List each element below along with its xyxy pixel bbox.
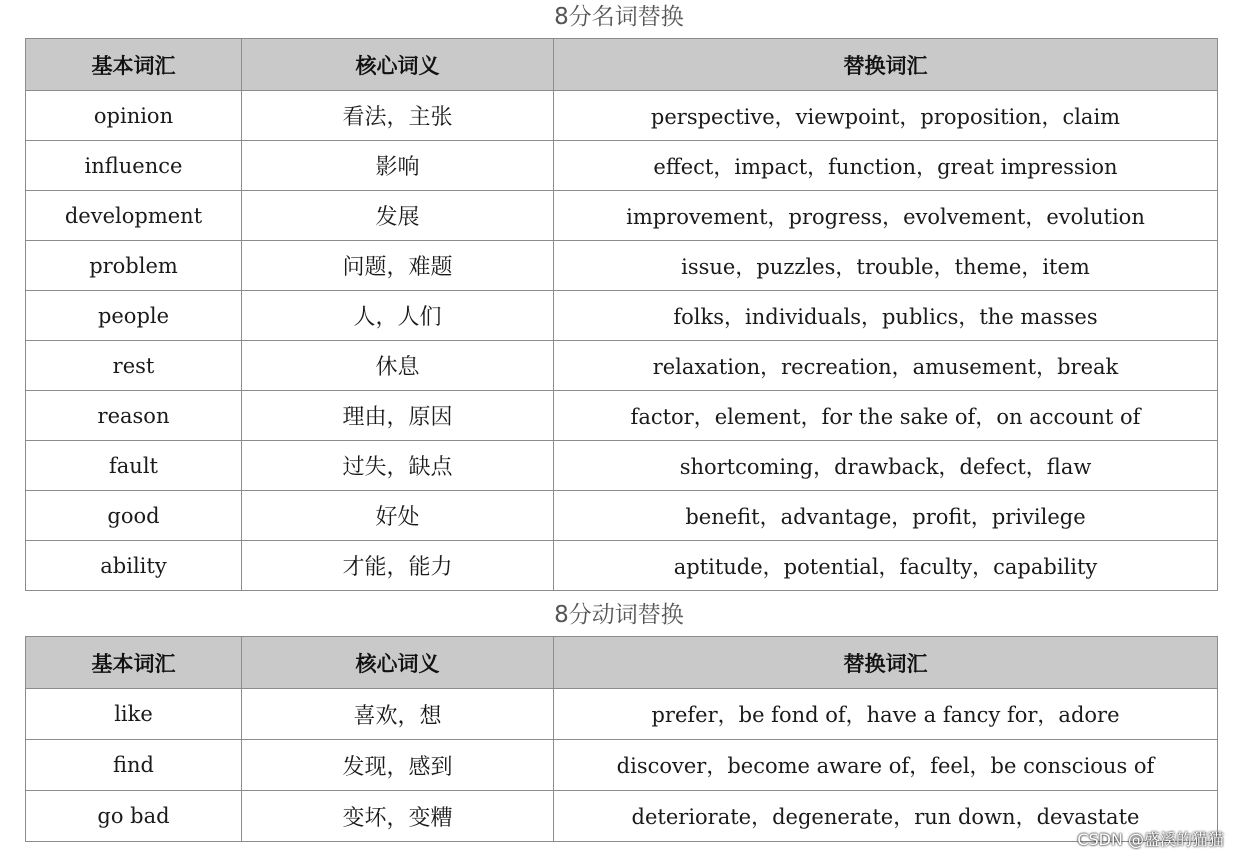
base-word-cell: opinion	[26, 91, 242, 141]
base-word-cell: reason	[26, 391, 242, 441]
meaning-cell: 过失，缺点	[242, 441, 554, 491]
base-word-cell: like	[26, 689, 242, 740]
table-row	[26, 191, 1218, 241]
table-row	[26, 141, 1218, 191]
meaning-cell: 发现，感到	[242, 740, 554, 791]
header-replacement-words: 替换词汇	[554, 637, 1218, 689]
synonyms-cell: aptitude，potential，faculty，capability	[554, 541, 1218, 591]
synonyms-cell: discover，become aware of，feel，be conscious of	[554, 740, 1218, 791]
base-word-cell: development	[26, 191, 242, 241]
table-row	[26, 740, 1218, 791]
base-word-cell: find	[26, 740, 242, 791]
synonyms-cell: issue，puzzles，trouble，theme，item	[554, 241, 1218, 291]
base-word-cell: fault	[26, 441, 242, 491]
table-row	[26, 91, 1218, 141]
synonyms-cell: relaxation，recreation，amusement，break	[554, 341, 1218, 391]
table-header-row	[26, 39, 1218, 91]
base-word-cell: influence	[26, 141, 242, 191]
meaning-cell: 变坏，变糟	[242, 791, 554, 842]
table-row	[26, 341, 1218, 391]
verb-replacement-table	[25, 636, 1218, 842]
base-word-cell: rest	[26, 341, 242, 391]
header-replacement-words: 替换词汇	[554, 39, 1218, 91]
header-base-word: 基本词汇	[26, 637, 242, 689]
base-word-cell: problem	[26, 241, 242, 291]
noun-table-caption: 8分名词替换	[554, 4, 684, 30]
synonyms-cell: shortcoming，drawback，defect，flaw	[554, 441, 1218, 491]
table-row	[26, 791, 1218, 842]
meaning-cell: 才能，能力	[242, 541, 554, 591]
base-word-cell: good	[26, 491, 242, 541]
header-core-meaning: 核心词义	[242, 39, 554, 91]
table-row	[26, 291, 1218, 341]
base-word-cell: people	[26, 291, 242, 341]
base-word-cell: ability	[26, 541, 242, 591]
meaning-cell: 喜欢，想	[242, 689, 554, 740]
table-row	[26, 689, 1218, 740]
synonyms-cell: deteriorate，degenerate，run down，devastate	[554, 791, 1218, 842]
meaning-cell: 看法，主张	[242, 91, 554, 141]
verb-table-caption: 8分动词替换	[554, 602, 684, 628]
base-word-cell: go bad	[26, 791, 242, 842]
table-row	[26, 241, 1218, 291]
noun-replacement-table	[25, 38, 1218, 591]
table-row	[26, 541, 1218, 591]
header-core-meaning: 核心词义	[242, 637, 554, 689]
synonyms-cell: folks，individuals，publics，the masses	[554, 291, 1218, 341]
meaning-cell: 理由，原因	[242, 391, 554, 441]
header-base-word: 基本词汇	[26, 39, 242, 91]
meaning-cell: 问题，难题	[242, 241, 554, 291]
table-header-row	[26, 637, 1218, 689]
synonyms-cell: improvement，progress，evolvement，evolution	[554, 191, 1218, 241]
synonyms-cell: perspective，viewpoint，proposition，claim	[554, 91, 1218, 141]
meaning-cell: 好处	[242, 491, 554, 541]
synonyms-cell: prefer，be fond of，have a fancy for，adore	[554, 689, 1218, 740]
meaning-cell: 影响	[242, 141, 554, 191]
synonyms-cell: effect，impact，function，great impression	[554, 141, 1218, 191]
synonyms-cell: factor，element，for the sake of，on account of	[554, 391, 1218, 441]
meaning-cell: 休息	[242, 341, 554, 391]
csdn-watermark: CSDN @盛溪的猫猫	[1077, 830, 1224, 849]
table-row	[26, 441, 1218, 491]
table-row	[26, 491, 1218, 541]
meaning-cell: 发展	[242, 191, 554, 241]
table-row	[26, 391, 1218, 441]
meaning-cell: 人，人们	[242, 291, 554, 341]
synonyms-cell: benefit，advantage，profit，privilege	[554, 491, 1218, 541]
